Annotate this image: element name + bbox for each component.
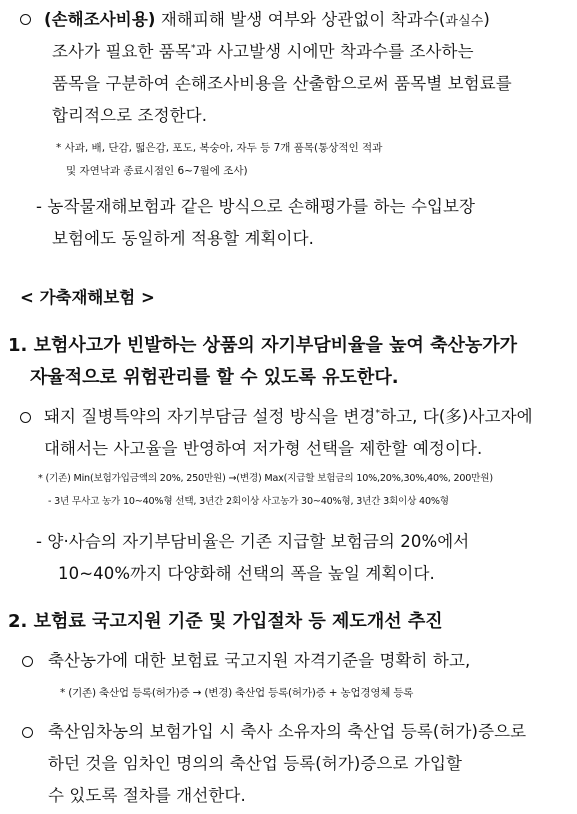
section-heading-livestock: < 가축재해보험 > xyxy=(20,288,155,307)
circle-bullet-icon xyxy=(20,14,31,25)
circle-bullet-icon xyxy=(22,727,33,738)
item-2-title: 2. 보험료 국고지원 기준 및 가입절차 등 제도개선 추진 xyxy=(8,611,443,632)
footnote-deductible-line-2: - 3년 무사고 농가 10~40%형 선택, 3년간 2회이상 사고농가 30~40%형, 3년간 3회이상 40%형 xyxy=(48,496,449,507)
tenant-farmer-line-3: 수 있도록 절차를 개선한다. xyxy=(48,786,246,805)
dash-sheep-deer-line-2: 10~40%까지 다양화해 선택의 폭을 높일 계획이다. xyxy=(58,564,435,583)
paragraph-loss-survey-line-4: 합리적으로 조정한다. xyxy=(52,106,208,125)
pig-disease-line-1: 돼지 질병특약의 자기부담금 설정 방식을 변경*하고, 다(多)사고자에 xyxy=(44,407,533,426)
tenant-farmer-line-1: 축산임차농의 보험가입 시 축사 소유자의 축산업 등록(허가)증으로 xyxy=(48,722,527,741)
dash-sheep-deer-line-1: - 양·사슴의 자기부담비율은 기존 지급할 보험금의 20%에서 xyxy=(36,532,470,551)
circle-bullet-icon xyxy=(20,412,31,423)
item-1-title-line-1: 1. 보험사고가 빈발하는 상품의 자기부담비율을 높여 축산농가가 xyxy=(8,335,518,356)
paragraph-loss-survey-line-2: 조사가 필요한 품목*과 사고발생 시에만 착과수를 조사하는 xyxy=(52,42,474,61)
footnote-fruit-items-line-1: * 사과, 배, 단감, 떫은감, 포도, 복숭아, 자두 등 7개 품목(통상적인 적과 xyxy=(56,142,383,154)
subsidy-criteria-line-1: 축산농가에 대한 보험료 국고지원 자격기준을 명확히 하고, xyxy=(48,651,471,670)
footnote-registration-line-1: * (기존) 축산업 등록(허가)증 → (변경) 축산업 등록(허가)증 + 농업경영체 등록 xyxy=(60,687,414,699)
dash-income-insurance-line-1: - 농작물재해보험과 같은 방식으로 손해평가를 하는 수입보장 xyxy=(36,197,476,216)
footnote-deductible-line-1: * (기존) Min(보험가입금액의 20%, 250만원) →(변경) Max(지급할 보험금의 10%,20%,30%,40%, 200만원) xyxy=(38,473,493,484)
pig-disease-line-2: 대해서는 사고율을 반영하여 저가형 선택을 제한할 예정이다. xyxy=(44,439,483,458)
paragraph-loss-survey-line-1: (손해조사비용) 재해피해 발생 여부와 상관없이 착과수(과실수) xyxy=(44,10,490,29)
dash-income-insurance-line-2: 보험에도 동일하게 적용할 계획이다. xyxy=(52,229,314,248)
paragraph-loss-survey-line-3: 품목을 구분하여 손해조사비용을 산출함으로써 품목별 보험료를 xyxy=(52,74,512,93)
tenant-farmer-line-2: 하던 것을 임차인 명의의 축산업 등록(허가)증으로 가입할 xyxy=(48,754,463,773)
item-1-title-line-2: 자율적으로 위험관리를 할 수 있도록 유도한다. xyxy=(30,367,399,388)
footnote-fruit-items-line-2: 및 자연낙과 종료시점인 6~7월에 조사) xyxy=(66,165,248,177)
circle-bullet-icon xyxy=(22,656,33,667)
loss-survey-label: (손해조사비용) xyxy=(44,10,156,29)
